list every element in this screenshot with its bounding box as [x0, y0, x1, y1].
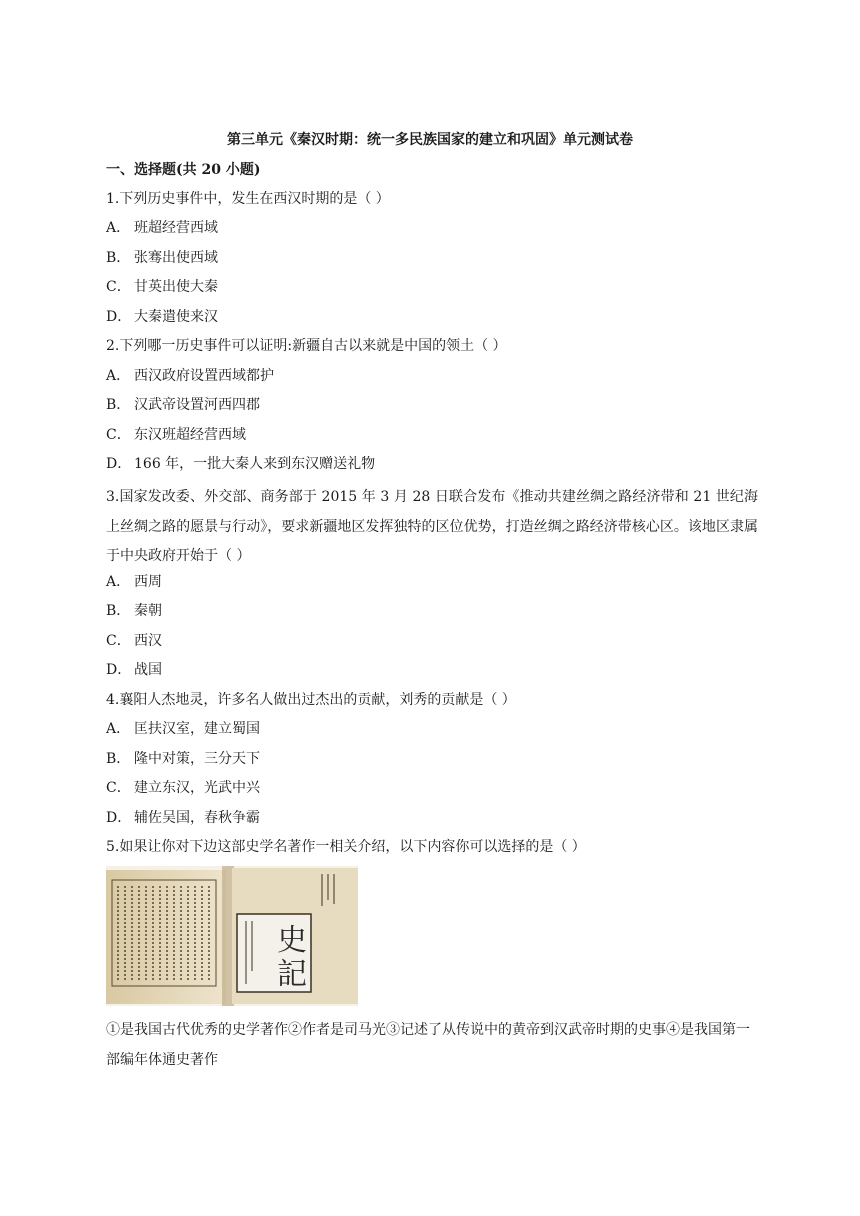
- question-3-stem: 3.国家发改委、外交部、商务部于 2015 年 3 月 28 日联合发布《推动共建丝绸之路经济带和 21 世纪海上丝绸之路的愿景与行动》，要求新疆地区发挥独特的区位优势，打造丝绸之路经济带核心区。该地区隶属于中央政府开始于（ ）: [106, 489, 758, 564]
- question-2-option-d: D． 166 年，一批大秦人来到东汉赠送礼物: [106, 456, 376, 472]
- shiji-book-image: [106, 866, 358, 1006]
- question-3-option-a: A． 西周: [106, 574, 162, 590]
- question-1-option-d: D． 大秦遣使来汉: [106, 309, 218, 325]
- question-3-option-c: C． 西汉: [106, 633, 162, 649]
- section-heading: 一、选择题(共 20 小题): [106, 162, 261, 178]
- question-1-stem: 1.下列历史事件中，发生在西汉时期的是（ ）: [106, 191, 390, 207]
- question-5-statements: ①是我国古代优秀的史学著作②作者是司马光③记述了从传说中的黄帝到汉武帝时期的史事④是我国第一部编年体通史著作: [106, 1022, 750, 1068]
- question-1-option-a: A． 班超经营西域: [106, 220, 218, 236]
- question-4-option-b: B． 隆中对策，三分天下: [106, 751, 260, 767]
- question-4-option-a: A． 匡扶汉室，建立蜀国: [106, 721, 260, 737]
- question-5-stem: 5.如果让你对下边这部史学名著作一相关介绍，以下内容你可以选择的是（ ）: [106, 839, 586, 855]
- question-2-option-b: B． 汉武帝设置河西四郡: [106, 397, 260, 413]
- question-2-option-a: A． 西汉政府设置西域都护: [106, 368, 274, 384]
- cover-char-shi: 史: [277, 923, 307, 958]
- question-2-stem: 2.下列哪一历史事件可以证明:新疆自古以来就是中国的领土（ ）: [106, 338, 507, 354]
- question-4-option-c: C． 建立东汉，光武中兴: [106, 780, 260, 796]
- question-1-option-c: C． 甘英出使大秦: [106, 279, 218, 295]
- question-4-stem: 4.襄阳人杰地灵，许多名人做出过杰出的贡献，刘秀的贡献是（ ）: [106, 692, 516, 708]
- cover-char-ji: 記: [277, 957, 307, 992]
- page-title: 第三单元《秦汉时期：统一多民族国家的建立和巩固》单元测试卷: [227, 132, 633, 148]
- question-2-option-c: C． 东汉班超经营西域: [106, 427, 246, 443]
- question-4-option-d: D． 辅佐吴国，春秋争霸: [106, 810, 260, 826]
- question-3-option-b: B． 秦朝: [106, 603, 162, 619]
- question-3-option-d: D． 战国: [106, 662, 162, 678]
- question-1-option-b: B． 张骞出使西域: [106, 250, 218, 266]
